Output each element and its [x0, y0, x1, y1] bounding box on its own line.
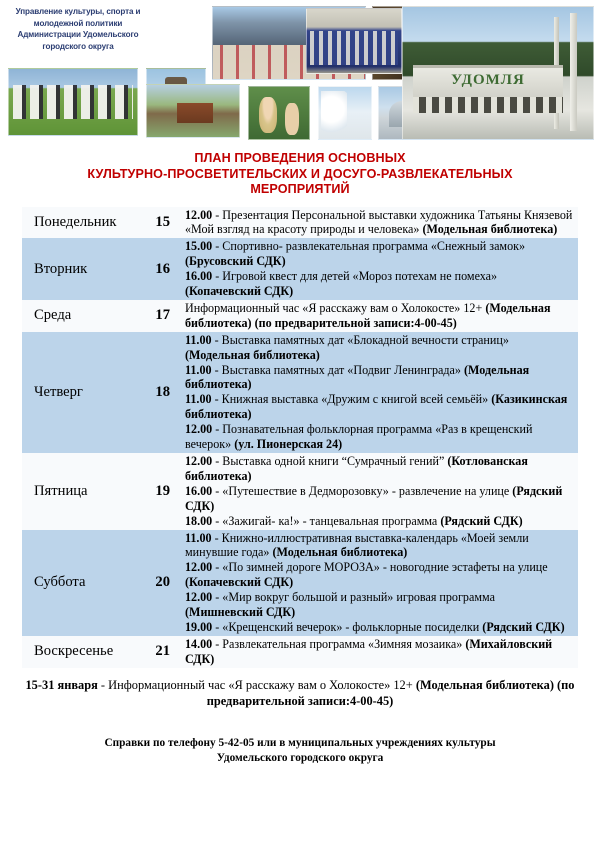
stele-sign-text: УДОМЛЯ — [451, 72, 525, 88]
event-venue: (ул. Пионерская 24) — [234, 437, 343, 452]
events-cell — [176, 530, 578, 636]
event-dash: - — [212, 269, 223, 284]
event-dash: - — [212, 560, 223, 575]
header-banner — [0, 0, 600, 145]
event-description: Познавательная фольклорная программа «Раз в крещенский вечерок» — [185, 422, 533, 452]
page-title-line-3: МЕРОПРИЯТИЙ — [250, 182, 350, 196]
sport-team-photo — [8, 68, 138, 136]
event-entry — [185, 363, 574, 393]
event-entry — [185, 333, 574, 363]
day-name-cell: Суббота — [34, 574, 86, 591]
event-time: 12.00 — [185, 207, 213, 222]
event-venue: (Брусовский СДК) — [185, 254, 286, 269]
event-entry — [185, 514, 574, 529]
day-number-cell: 21 — [155, 643, 170, 660]
event-description: Книжная выставка «Дружим с книгой всей семьёй» — [221, 392, 492, 407]
winter-town-photo — [318, 86, 372, 140]
contact-info-line-2: Удомельского городского округа — [216, 751, 384, 764]
event-dash: - — [211, 362, 222, 377]
event-description: «По зимней дороге МОРОЗА» - новогодние эстафеты на улице — [222, 560, 548, 575]
page-title — [0, 151, 600, 198]
landscape-painting-photo — [146, 84, 240, 138]
event-dash: - — [212, 513, 223, 528]
event-dash: - — [212, 636, 223, 651]
event-time: 12.00 — [185, 422, 213, 437]
event-description: «Мир вокруг большой и разный» игровая программа — [222, 590, 495, 605]
event-venue: (Копачевский СДК) — [185, 575, 294, 590]
day-number-cell: 19 — [155, 482, 170, 499]
event-venue: (Котлованская библиотека) — [185, 454, 528, 483]
events-cell — [176, 207, 578, 239]
event-description: Книжно-иллюстративная выставка-календарь «Моей земли минувшие года» — [185, 530, 529, 560]
event-description: «Путешествие в Дедморозовку» - развлечение на улице — [222, 483, 513, 498]
events-cell — [176, 636, 578, 668]
page-title-line-1: ПЛАН ПРОВЕДЕНИЯ ОСНОВНЫХ — [194, 151, 406, 165]
choir-group-photo — [306, 8, 402, 74]
event-description: Выставка одной книги “Сумрачный гений” — [222, 454, 448, 468]
event-time: 11.00 — [185, 530, 212, 545]
stele-pillar-right — [570, 13, 577, 131]
day-name-cell: Четверг — [34, 383, 83, 400]
event-entry — [185, 269, 574, 299]
event-description: Выставка памятных дат «Блокадной вечности страниц» — [221, 332, 509, 347]
event-entry — [185, 590, 574, 620]
day-name-cell: Пятница — [34, 482, 88, 499]
contact-info — [22, 736, 578, 766]
event-entry — [185, 531, 574, 561]
event-description: Выставка памятных дат «Подвиг Ленинграда» — [221, 362, 464, 377]
event-description: «Крещенский вечерок» - фольклорные посиделки — [222, 619, 483, 634]
stele-arches — [413, 97, 563, 113]
table-row — [22, 332, 578, 453]
period-note-venue: (Модельная библиотека) (по предварительной записи:4-00-45) — [206, 677, 575, 709]
event-dash: - — [212, 239, 223, 254]
day-number-cell: 20 — [155, 574, 170, 591]
event-time: 11.00 — [185, 332, 212, 347]
event-time: 11.00 — [185, 362, 212, 377]
events-cell — [176, 332, 578, 453]
event-dash: - — [212, 590, 223, 605]
event-dash: - — [211, 530, 222, 545]
table-row — [22, 530, 578, 636]
event-time: 14.00 — [185, 636, 213, 651]
day-number-cell: 15 — [155, 213, 170, 230]
table-row — [22, 207, 578, 239]
day-number-cell: 17 — [155, 307, 170, 324]
schedule-table-body — [22, 207, 578, 668]
event-venue: (Казикинская библиотека) — [185, 392, 568, 422]
event-venue: (Копачевский СДК) — [185, 284, 294, 299]
period-note-text: Информационный час «Я расскажу вам о Холокосте» 12+ — [108, 677, 416, 692]
organization-title: Управление культуры, спорта и молодежной политики Администрации Удомельского городского округа — [15, 7, 141, 51]
event-dash: - — [212, 483, 223, 498]
event-entry — [185, 422, 574, 452]
event-description: «Зажигай- ка!» - танцевальная программа — [222, 513, 441, 528]
event-venue: (Модельная библиотека) (по предварительной записи:4-00-45) — [185, 300, 551, 330]
event-entry — [185, 454, 574, 484]
day-name-cell: Понедельник — [34, 213, 117, 230]
event-venue: (Мишневский СДК) — [185, 605, 296, 620]
event-description: Презентация Персональной выставки художника Татьяны Князевой «Мой взгляд на красоту природы и человека» — [185, 207, 573, 237]
events-cell — [176, 453, 578, 530]
event-dash: - — [212, 207, 223, 222]
event-description: Спортивно- развлекательная программа «Снежный замок» — [222, 239, 526, 254]
events-cell — [176, 238, 578, 300]
event-entry — [185, 301, 574, 331]
event-time: 12.00 — [185, 590, 213, 605]
day-number-cell: 18 — [155, 383, 170, 400]
page-title-line-2: КУЛЬТУРНО-ПРОСВЕТИТЕЛЬСКИХ И ДОСУГО-РАЗВЛЕКАТЕЛЬНЫХ — [87, 166, 513, 181]
event-entry — [185, 560, 574, 590]
event-entry — [185, 637, 574, 667]
event-venue: (Модельная библиотека) — [422, 222, 558, 237]
event-entry — [185, 208, 574, 238]
event-venue: (Михайловский СДК) — [185, 636, 553, 666]
event-entry — [185, 239, 574, 269]
events-cell — [176, 300, 578, 332]
event-venue: (Рядский СДК) — [185, 483, 563, 513]
event-entry — [185, 484, 574, 514]
event-dash: - — [212, 619, 223, 634]
period-note-dash: - — [97, 677, 109, 692]
event-description: Информационный час «Я расскажу вам о Холокосте» 12+ — [185, 300, 486, 315]
day-number-cell: 16 — [155, 260, 170, 277]
stele-sign — [413, 65, 563, 100]
event-time: 12.00 — [185, 560, 213, 575]
event-time: 16.00 — [185, 269, 213, 284]
table-row — [22, 636, 578, 668]
event-time: 11.00 — [185, 392, 212, 407]
schedule-table — [22, 207, 578, 668]
event-time: 18.00 — [185, 513, 213, 528]
event-venue: (Модельная библиотека) — [185, 362, 530, 392]
event-entry — [185, 392, 574, 422]
event-dash: - — [211, 392, 222, 407]
day-name-cell: Воскресенье — [34, 643, 114, 660]
event-entry — [185, 620, 574, 635]
table-row — [22, 238, 578, 300]
event-time: 19.00 — [185, 619, 213, 634]
event-dash: - — [211, 332, 222, 347]
event-time: 15.00 — [185, 239, 213, 254]
children-costume-photo — [248, 86, 310, 140]
table-row — [22, 300, 578, 332]
day-name-cell: Вторник — [34, 260, 88, 277]
event-venue: (Модельная библиотека) — [272, 545, 408, 560]
contact-info-line-1: Справки по телефону 5-42-05 или в муниципальных учреждениях культуры — [104, 736, 496, 749]
period-note — [22, 677, 578, 710]
event-description: Игровой квест для детей «Мороз потехам не помеха» — [222, 269, 498, 284]
event-time: 16.00 — [185, 483, 213, 498]
period-note-dates: 15-31 января — [25, 677, 98, 692]
udomlya-stele-photo — [402, 6, 594, 140]
event-description: Развлекательная программа «Зимняя мозаика» — [222, 636, 466, 651]
event-dash: - — [212, 454, 223, 468]
event-venue: (Рядский СДК) — [440, 513, 523, 528]
event-venue: (Модельная библиотека) — [185, 347, 320, 362]
event-venue: (Рядский СДК) — [482, 619, 565, 634]
day-name-cell: Среда — [34, 307, 72, 324]
event-dash: - — [212, 422, 223, 437]
event-time: 12.00 — [185, 454, 213, 468]
table-row — [22, 453, 578, 530]
